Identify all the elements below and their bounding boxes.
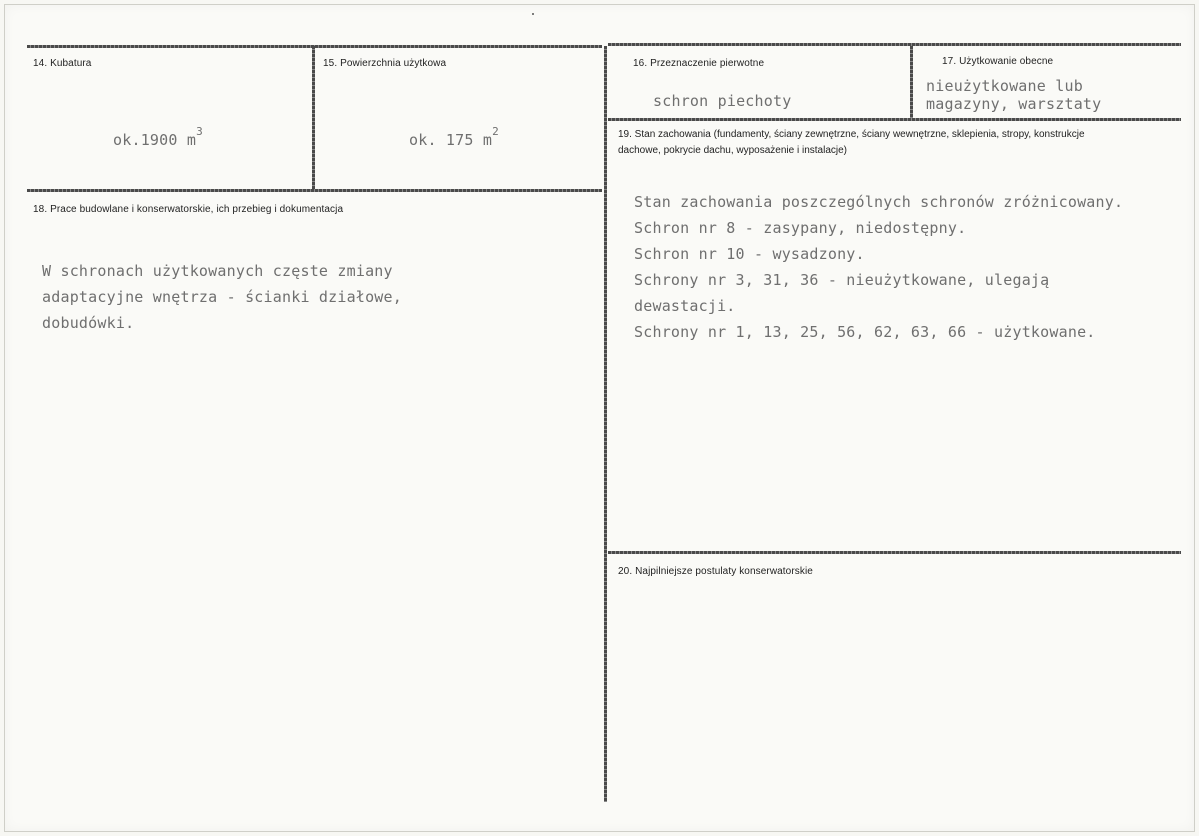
field-17-value-line2: magazyny, warsztaty xyxy=(926,95,1102,113)
field-19-line: Stan zachowania poszczególnych schronów zróżnicowany. xyxy=(634,193,1124,211)
field-16-label: 16. Przeznaczenie pierwotne xyxy=(633,58,765,69)
divider-14-15 xyxy=(312,46,315,190)
field-14-label: 14. Kubatura xyxy=(33,58,92,69)
field-19-line: Schron nr 8 - zasypany, niedostępny. xyxy=(634,219,967,237)
field-15-value xyxy=(409,125,499,149)
field-17-label: 17. Użytkowanie obecne xyxy=(942,56,1054,67)
field-19-text xyxy=(634,189,1123,345)
rule-above-20 xyxy=(608,551,1181,554)
powierzchnia-text: ok. 175 m xyxy=(409,131,493,149)
punch-mark xyxy=(532,13,534,15)
field-19-line: Schrony nr 3, 31, 36 - nieużytkowane, ulegają xyxy=(634,271,1050,289)
field-18-text xyxy=(42,258,402,336)
field-16-value: schron piechoty xyxy=(653,92,792,110)
field-18-label: 18. Prace budowlane i konserwatorskie, ich przebieg i dokumentacja xyxy=(33,204,344,215)
field-14-value xyxy=(113,125,203,149)
field-19-label: 19. Stan zachowania (fundamenty, ściany zewnętrzne, ściany wewnętrzne, sklepienia, stropy, konstrukcje dachowe, pokrycie dachu, wyposażenie i instalacje) xyxy=(618,129,1085,156)
field-15-label: 15. Powierzchnia użytkowa xyxy=(323,58,447,69)
kubatura-text: ok.1900 m xyxy=(113,131,197,149)
field-18-line: W schronach użytkowanych częste zmiany xyxy=(42,262,393,280)
field-19-line: Schron nr 10 - wysadzony. xyxy=(634,245,865,263)
powierzchnia-unit-exponent: 2 xyxy=(492,125,499,138)
divider-16-17 xyxy=(910,46,913,118)
field-19-line: Schrony nr 1, 13, 25, 56, 62, 63, 66 - użytkowane. xyxy=(634,323,1096,341)
field-18-line: adaptacyjne wnętrza - ścianki działowe, xyxy=(42,288,402,306)
kubatura-unit-exponent: 3 xyxy=(196,125,203,138)
rule-under-16-17 xyxy=(608,118,1181,121)
center-divider xyxy=(604,46,607,802)
field-19-line: dewastacji. xyxy=(634,297,736,315)
field-17-value-line1: nieużytkowane lub xyxy=(926,77,1083,95)
top-rule-right xyxy=(608,43,1181,46)
rule-under-14-15 xyxy=(27,189,602,192)
field-20-label: 20. Najpilniejsze postulaty konserwatorskie xyxy=(618,566,813,577)
field-18-line: dobudówki. xyxy=(42,314,135,332)
